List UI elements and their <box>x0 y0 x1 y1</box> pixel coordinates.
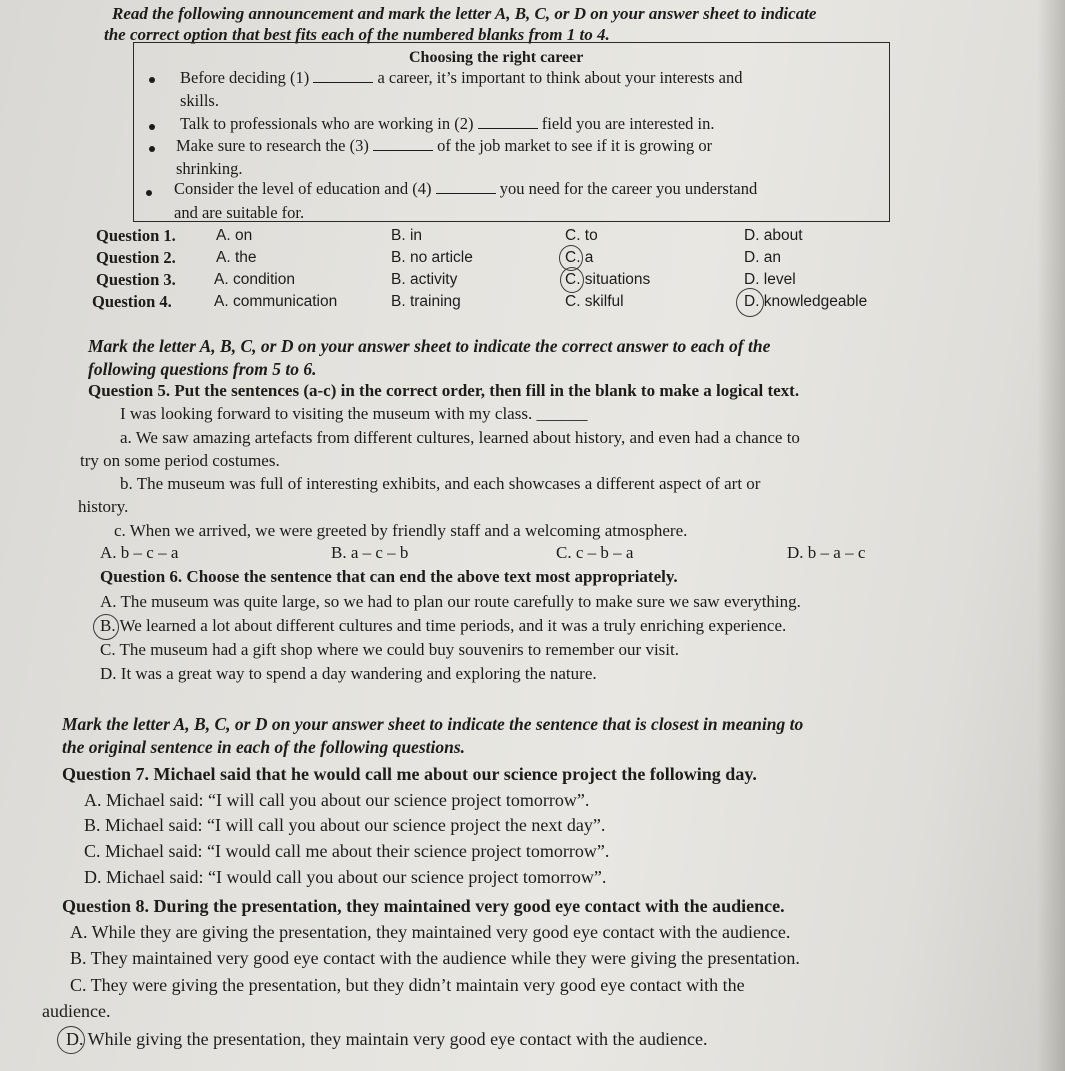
q4-option-b[interactable]: B. training <box>391 293 461 310</box>
q1-option-c[interactable]: C. to <box>565 227 598 244</box>
q3-option-d[interactable]: D. level <box>744 271 796 288</box>
announcement-title: Choosing the right career <box>409 49 584 66</box>
bullet-icon <box>149 124 155 130</box>
question-5-stem: Question 5. Put the sentences (a-c) in the correct order, then fill in the blank to make a logical text. <box>88 381 800 400</box>
q5-sentence-a-line1: a. We saw amazing artefacts from different cultures, learned about history, and even had a chance to <box>120 428 800 447</box>
q4-option-d[interactable]: D. knowledgeable <box>744 293 868 310</box>
bullet-icon <box>149 77 155 83</box>
section2-instruction-line1: Mark the letter A, B, C, or D on your answer sheet to indicate the correct answer to each of the <box>88 336 771 356</box>
q1-option-a[interactable]: A. on <box>216 227 253 244</box>
answer-circle-mark <box>560 267 584 293</box>
q2-option-a[interactable]: A. the <box>216 249 257 266</box>
q5-lead-sentence: I was looking forward to visiting the museum with my class. ______ <box>120 404 588 423</box>
bullet-icon <box>146 190 152 196</box>
q8-option-d[interactable]: D. While giving the presentation, they maintain very good eye contact with the audience. <box>66 1029 708 1049</box>
q5-option-b[interactable]: B. a – c – b <box>331 543 409 562</box>
q7-option-a[interactable]: A. Michael said: “I will call you about our science project tomorrow”. <box>84 790 590 810</box>
question-1-label: Question 1. <box>96 226 176 245</box>
section2-instruction-line2: following questions from 5 to 6. <box>88 359 317 379</box>
q5-sentence-b-line2: history. <box>78 497 129 516</box>
question-3-label: Question 3. <box>96 270 176 289</box>
q8-option-b[interactable]: B. They maintained very good eye contact with the audience while they were giving the presentation. <box>70 948 800 968</box>
q5-sentence-a-line2: try on some period costumes. <box>80 451 280 470</box>
section1-instruction-line2: the correct option that best fits each of the numbered blanks from 1 to 4. <box>104 25 610 44</box>
page-edge-shadow <box>1037 0 1065 1071</box>
q6-option-b[interactable]: B. We learned a lot about different cultures and time periods, and it was a truly enriching experience. <box>100 616 787 635</box>
answer-circle-mark <box>736 288 764 317</box>
q4-option-a[interactable]: A. communication <box>214 293 338 310</box>
q3-option-c[interactable]: C. situations <box>565 271 651 288</box>
question-2-label: Question 2. <box>96 248 176 267</box>
q3-option-a[interactable]: A. condition <box>214 271 295 288</box>
answer-circle-mark <box>57 1026 85 1054</box>
q5-option-d[interactable]: D. b – a – c <box>787 543 866 562</box>
announcement-item-1-cont: skills. <box>180 91 219 110</box>
q8-option-a[interactable]: A. While they are giving the presentation, they maintained very good eye contact with the audience. <box>70 922 791 942</box>
q4-option-c[interactable]: C. skilful <box>565 293 624 310</box>
q5-sentence-c: c. When we arrived, we were greeted by friendly staff and a welcoming atmosphere. <box>114 521 688 540</box>
q5-option-a[interactable]: A. b – c – a <box>100 543 179 562</box>
announcement-item-1: Before deciding (1) a career, it’s important to think about your interests and <box>180 68 743 87</box>
q1-option-d[interactable]: D. about <box>744 227 803 244</box>
section3-instruction-line2: the original sentence in each of the following questions. <box>62 737 466 757</box>
q5-sentence-b-line1: b. The museum was full of interesting exhibits, and each showcases a different aspect of art or <box>120 474 761 493</box>
announcement-item-3: Make sure to research the (3) of the job market to see if it is growing or <box>176 136 713 155</box>
q2-option-d[interactable]: D. an <box>744 249 782 266</box>
q8-option-c-line2: audience. <box>42 1001 111 1021</box>
q8-option-c-line1[interactable]: C. They were giving the presentation, but they didn’t maintain very good eye contact with the <box>70 975 745 995</box>
section1-instruction-line1: Read the following announcement and mark the letter A, B, C, or D on your answer sheet to indicate <box>112 4 817 23</box>
q3-option-b[interactable]: B. activity <box>391 271 458 288</box>
q2-option-c[interactable]: C. a <box>565 249 594 266</box>
q7-option-c[interactable]: C. Michael said: “I would call me about their science project tomorrow”. <box>84 841 610 861</box>
q6-option-d[interactable]: D. It was a great way to spend a day wandering and exploring the nature. <box>100 664 597 683</box>
announcement-item-3-cont: shrinking. <box>176 159 243 178</box>
question-6-stem: Question 6. Choose the sentence that can end the above text most appropriately. <box>100 567 678 586</box>
bullet-icon <box>149 146 155 152</box>
q7-option-d[interactable]: D. Michael said: “I would call you about our science project tomorrow”. <box>84 867 607 887</box>
q6-option-a[interactable]: A. The museum was quite large, so we had to plan our route carefully to make sure we saw everything. <box>100 592 801 611</box>
announcement-item-4: Consider the level of education and (4) you need for the career you understand <box>174 179 758 198</box>
announcement-item-4-cont: and are suitable for. <box>174 203 305 222</box>
announcement-item-2: Talk to professionals who are working in (2) field you are interested in. <box>180 114 715 133</box>
answer-circle-mark <box>93 614 119 640</box>
q7-option-b[interactable]: B. Michael said: “I will call you about our science project the next day”. <box>84 815 606 835</box>
q2-option-b[interactable]: B. no article <box>391 249 473 266</box>
question-7-stem: Question 7. Michael said that he would call me about our science project the following day. <box>62 764 757 784</box>
question-8-stem: Question 8. During the presentation, they maintained very good eye contact with the audience. <box>62 896 785 916</box>
section3-instruction-line1: Mark the letter A, B, C, or D on your answer sheet to indicate the sentence that is closest in meaning to <box>62 714 804 734</box>
question-4-label: Question 4. <box>92 292 172 311</box>
q6-option-c[interactable]: C. The museum had a gift shop where we could buy souvenirs to remember our visit. <box>100 640 679 659</box>
q1-option-b[interactable]: B. in <box>391 227 423 244</box>
q5-option-c[interactable]: C. c – b – a <box>556 543 634 562</box>
